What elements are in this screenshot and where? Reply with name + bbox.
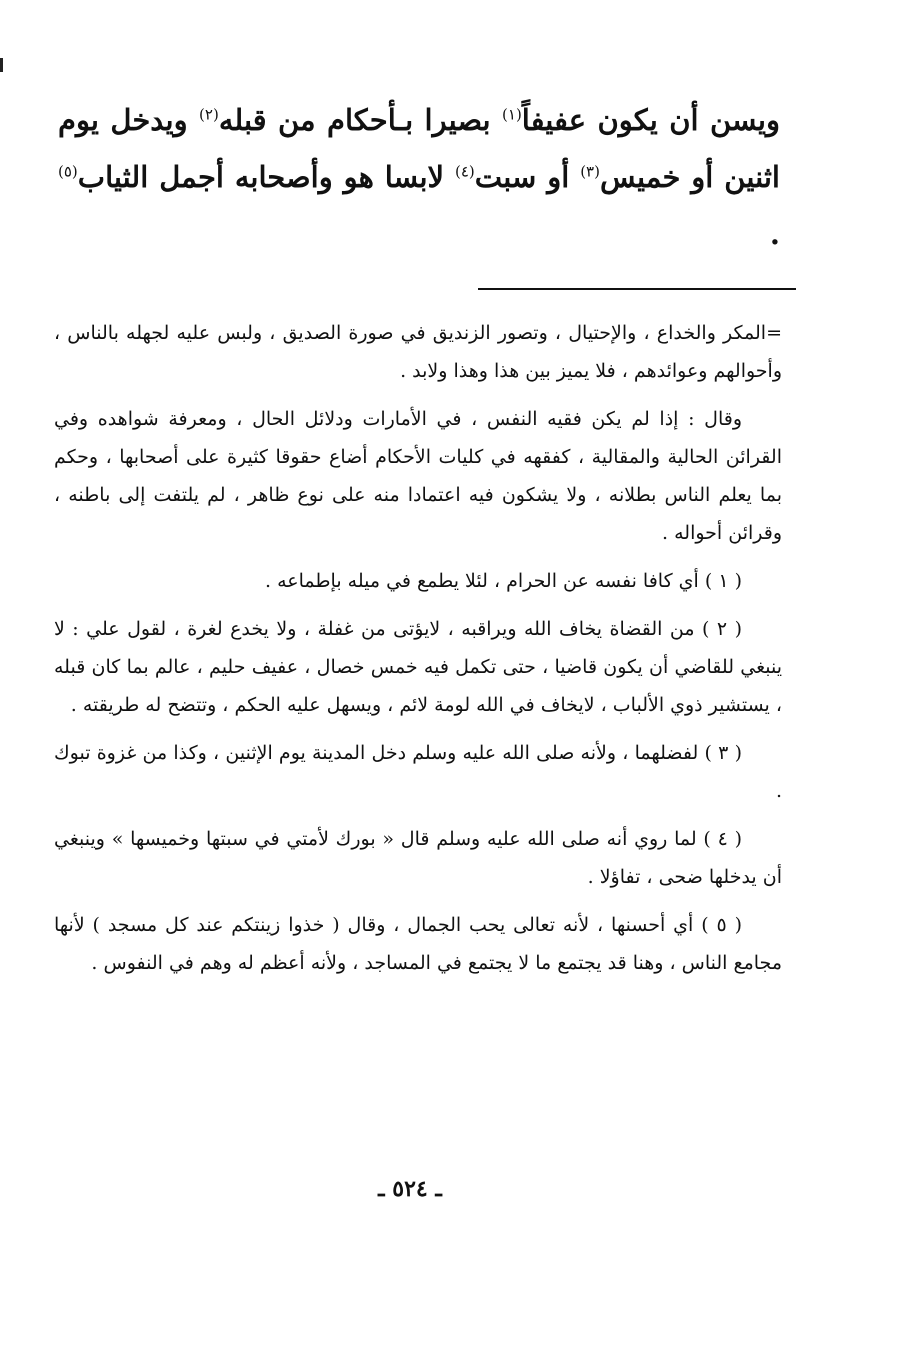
main-text-segment: لابسا هو وأصحابه أجمل الثياب bbox=[77, 160, 445, 194]
main-text-segment: ويسن أن يكون عفيفاً bbox=[521, 103, 780, 137]
main-text-segment: . bbox=[769, 217, 780, 251]
footnote-1: ( ١ ) أي كافا نفسه عن الحرام ، لئلا يطمع في ميله بإطماعه . bbox=[265, 570, 742, 592]
footnote-3: ( ٣ ) لفضلهما ، ولأنه صلى الله عليه وسلم دخل المدينة يوم الإثنين ، وكذا من غزوة تبوك . bbox=[54, 742, 782, 802]
footnote-ref: (١) bbox=[502, 105, 522, 124]
footnote-quote: وقال : إذا لم يكن فقيه النفس ، في الأمارات ودلائل الحال ، ومعرفة شواهده وفي القرائن الحالية والمقالية ، كفقهه في كليات الأحكام أضاع حقوقا كثيرة على أصحابها ، وحكم بما يعلم الناس بطلانه ، ولا يشكون فيه اعتمادا منه على نوع ظاهر ، لم يلتفت إلى باطنه ، وقرائن أحواله . bbox=[54, 408, 782, 544]
footnote-ref: (٢) bbox=[199, 105, 219, 124]
footnote-ref: (٥) bbox=[58, 162, 78, 181]
main-text-segment: بصيرا بـأحكام من قبله bbox=[218, 103, 491, 137]
footnote-ref: (٣) bbox=[580, 162, 600, 181]
main-text bbox=[58, 92, 780, 263]
footnote-5: ( ٥ ) أي أحسنها ، لأنه تعالى يحب الجمال ، وقال ( خذوا زينتكم عند كل مسجد ) لأنها مجامع الناس ، وهنا قد يجتمع ما لا يجتمع في المساجد ، ولأنه أعظم له وهم في النفوس . bbox=[54, 914, 782, 974]
margin-mark bbox=[0, 58, 3, 72]
footnotes bbox=[54, 314, 782, 992]
footnote-separator bbox=[478, 288, 796, 290]
main-text-segment: ويدخل يوم اثنين أو خميس bbox=[58, 103, 780, 194]
main-text-segment: أو سبت bbox=[474, 160, 570, 194]
footnote-4: ( ٤ ) لما روي أنه صلى الله عليه وسلم قال « بورك لأمتي في سبتها وخميسها » وينبغي أن يدخلها ضحى ، تفاؤلا . bbox=[54, 828, 782, 888]
page-number: ـ ٥٢٤ ـ bbox=[378, 1176, 442, 1202]
footnote-2: ( ٢ ) من القضاة يخاف الله ويراقبه ، لايؤتى من غفلة ، ولا يخدع لغرة ، لقول علي : لا ينبغي للقاضي أن يكون قاضيا ، حتى تكمل فيه خمس خصال ، عفيف حليم ، عالم بما كان قبله ، يستشير ذوي الألباب ، لايخاف في الله لومة لائم ، ويسهل عليه الحكم ، وتتضح له طريقته . bbox=[54, 618, 782, 716]
footnote-continuation: =المكر والخداع ، والإحتيال ، وتصور الزنديق في صورة الصديق ، ولبس عليه لجهله بالناس ، وأحوالهم وعوائدهم ، فلا يميز بين هذا وهذا ولابد . bbox=[54, 322, 782, 382]
footnote-ref: (٤) bbox=[455, 162, 475, 181]
